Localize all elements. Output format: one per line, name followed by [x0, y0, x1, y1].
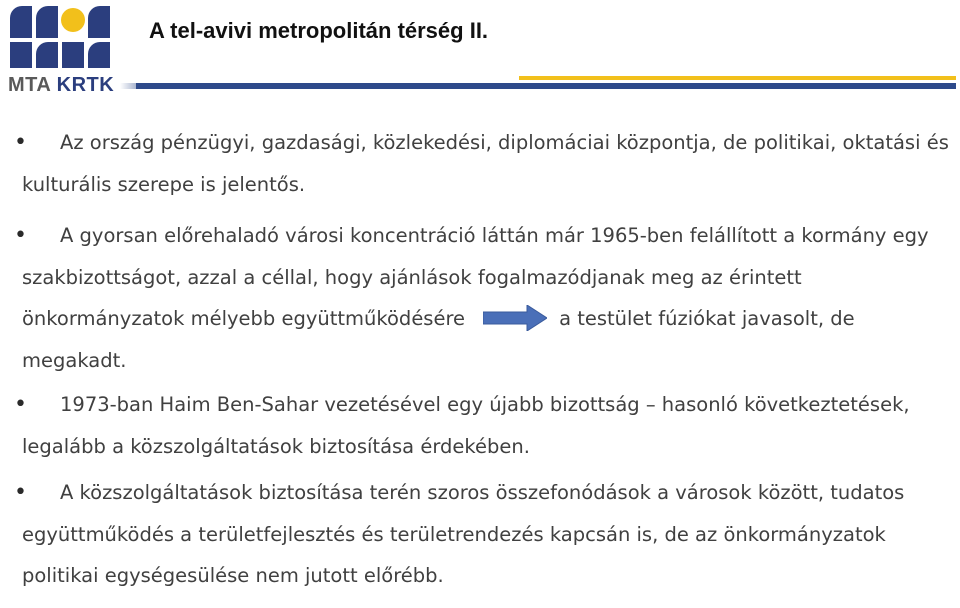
logo-grid-icon	[10, 6, 110, 70]
logo-text-mta: MTA	[8, 74, 51, 96]
right-arrow-icon	[483, 305, 547, 331]
logo-text-krtk: KRTK	[56, 74, 115, 96]
slide-title: A tel-avivi metropolitán térség II.	[149, 18, 489, 43]
bullet-item-4	[22, 472, 952, 597]
bullet-2-text-before: A gyorsan előrehaladó városi koncentráció láttán már 1965-ben felállított a kormány egy szakbizottságot, azzal a céllal, hogy ajánlások fogalmazódjanak meg az érintett önkormányzatok mélyebb együttműködésére	[22, 224, 929, 330]
bullet-2-text-after: a testület fúziókat javasolt, de megakadt.	[22, 307, 855, 372]
bullet-item-2	[22, 215, 952, 381]
slide-content	[22, 122, 952, 597]
header-rule-navy	[136, 83, 956, 89]
mta-krtk-logo	[6, 6, 115, 102]
bullet-item-3	[22, 384, 952, 467]
bullet-1-text: Az ország pénzügyi, gazdasági, közlekedési, diplomáciai központja, de politikai, oktatási és kulturális szerepe is jelentős.	[22, 131, 949, 196]
bullet-3-text: 1973-ban Haim Ben-Sahar vezetésével egy újabb bizottság – hasonló következtetések, legalább a közszolgáltatások biztosítása érdekében.	[22, 393, 910, 458]
bullet-item-1	[22, 122, 952, 205]
header-rule-gold	[519, 76, 956, 80]
bullet-4-text: A közszolgáltatások biztosítása terén szoros összefonódások a városok között, tudatos együttműködés a területfejlesztés és területrendezés kapcsán is, de az önkormányzatok politikai egységesülése nem jutott előrébb.	[22, 481, 905, 587]
logo-text	[8, 74, 115, 97]
